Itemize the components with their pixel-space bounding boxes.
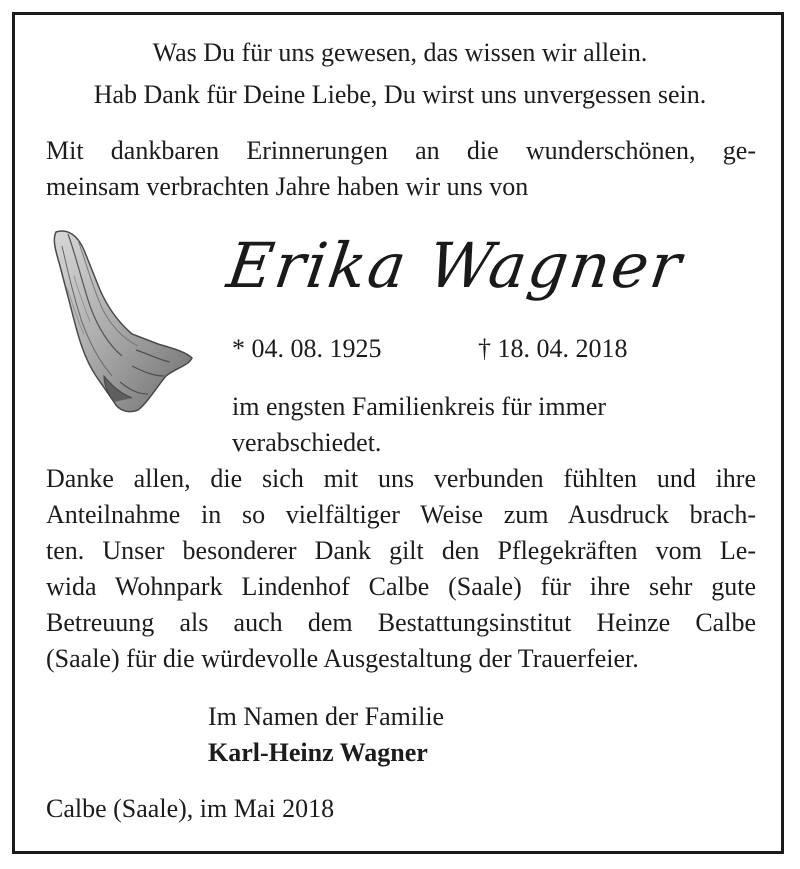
thanks-line-5: Betreuung als auch dem Bestattungsinstitut Heinze Calbe xyxy=(46,608,756,637)
place-date: Calbe (Saale), im Mai 2018 xyxy=(46,794,335,823)
thanks-line-2: Anteilnahme in so vielfältiger Weise zum Ausdruck brach- xyxy=(46,500,756,529)
birth-date: * 04. 08. 1925 xyxy=(232,334,382,363)
deceased-name: Erika Wagner xyxy=(222,229,688,302)
signature-name: Karl-Heinz Wagner xyxy=(208,738,428,767)
intro-line-2: meinsam verbrachten Jahre haben wir uns von xyxy=(46,172,529,201)
praying-hands-icon xyxy=(48,226,198,416)
thanks-line-4: wida Wohnpark Lindenhof Calbe (Saale) für ihre sehr gute xyxy=(46,572,756,601)
farewell-line-1: im engsten Familienkreis für immer xyxy=(232,392,607,421)
intro-line-1: Mit dankbaren Erinnerungen an die wunderschönen, ge- xyxy=(46,136,756,165)
thanks-line-6: (Saale) für die würdevolle Ausgestaltung der Trauerfeier. xyxy=(46,644,639,673)
thanks-line-3: ten. Unser besonderer Dank gilt den Pflegekräften vom Le- xyxy=(46,536,756,565)
signature-label: Im Namen der Familie xyxy=(208,702,445,731)
death-date: † 18. 04. 2018 xyxy=(478,334,628,363)
poem-line-2: Hab Dank für Deine Liebe, Du wirst uns unvergessen sein. xyxy=(93,80,707,109)
farewell-line-2: verabschiedet. xyxy=(232,428,382,457)
poem-line-1: Was Du für uns gewesen, das wissen wir allein. xyxy=(152,38,648,67)
thanks-line-1: Danke allen, die sich mit uns verbunden fühlten und ihre xyxy=(46,464,756,493)
